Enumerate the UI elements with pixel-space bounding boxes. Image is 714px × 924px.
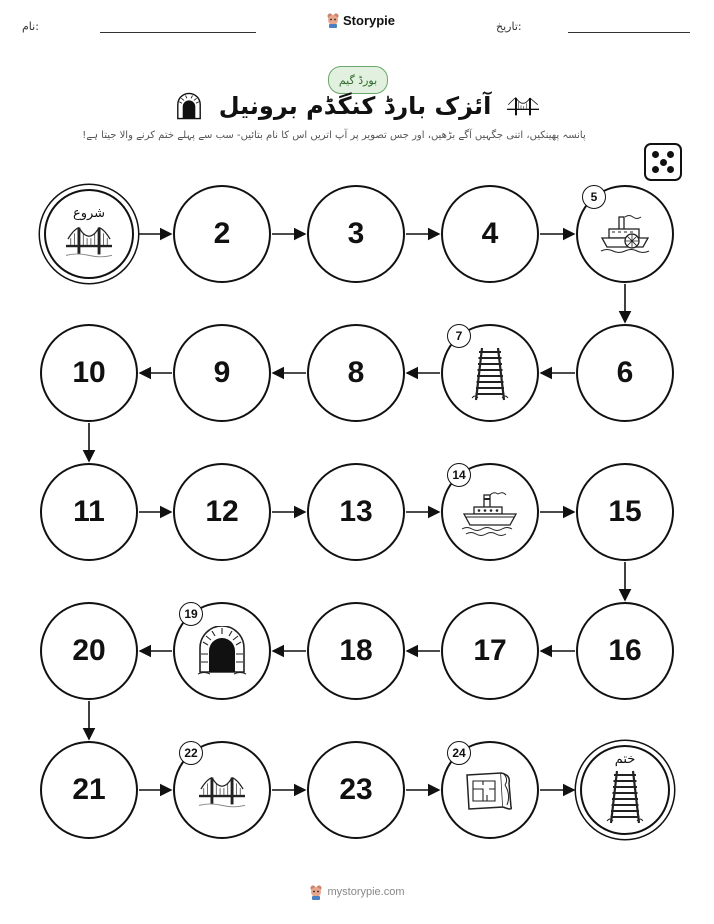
instructions: پانسہ پھینکیں، اتنی جگہیں آگے بڑھیں، اور جس تصویر پر آپ اتریں اس کا نام بتائیں- سب سے پہلے ختم کرنے والا جیتا ہے! [82, 130, 586, 141]
space-number: 20 [72, 634, 106, 667]
board-space-11[interactable] [40, 463, 138, 561]
start-label: شروع [72, 205, 106, 221]
space-number: 12 [205, 495, 239, 528]
name-label: نام: [22, 20, 39, 33]
brand-name: Storypie [343, 12, 396, 28]
space-number: 6 [616, 356, 634, 389]
space-number-badge: 14 [447, 463, 471, 487]
board-space-24[interactable] [441, 741, 539, 839]
space-number: 9 [213, 356, 231, 389]
board-space-13[interactable] [307, 463, 405, 561]
board-space-23[interactable] [307, 741, 405, 839]
start-space[interactable] [44, 189, 134, 279]
footer [0, 884, 714, 900]
board-space-21[interactable] [40, 741, 138, 839]
space-number: 21 [72, 773, 106, 806]
space-number: 8 [347, 356, 365, 389]
paddle-steamer-icon [599, 213, 651, 261]
board-space-10[interactable] [40, 324, 138, 422]
space-number: 13 [339, 495, 373, 528]
board-space-16[interactable] [576, 602, 674, 700]
steamship-icon [460, 489, 520, 541]
space-number-badge: 7 [447, 324, 471, 348]
space-number: 23 [339, 773, 373, 806]
board-space-9[interactable] [173, 324, 271, 422]
board-space-15[interactable] [576, 463, 674, 561]
space-number: 16 [608, 634, 642, 667]
finish-space[interactable] [580, 745, 670, 835]
space-number: 4 [481, 217, 499, 250]
space-number-badge: 22 [179, 741, 203, 765]
board-space-4[interactable] [441, 185, 539, 283]
board-space-22[interactable] [173, 741, 271, 839]
space-number: 2 [213, 217, 231, 250]
board-space-7[interactable] [441, 324, 539, 422]
storypie-logo-icon [309, 884, 323, 900]
finish-label: ختم [614, 751, 636, 767]
space-number-badge: 5 [582, 185, 606, 209]
space-number: 3 [347, 217, 365, 250]
board-space-20[interactable] [40, 602, 138, 700]
bridge-icon [66, 223, 112, 263]
page-title: آئزک بارڈ کنگڈم برونیل [218, 92, 492, 120]
board-space-2[interactable] [173, 185, 271, 283]
date-label: تاریخ: [496, 20, 522, 33]
board-space-19[interactable] [173, 602, 271, 700]
board-space-5[interactable] [576, 185, 674, 283]
space-number-badge: 24 [447, 741, 471, 765]
category-badge: بورڈ گیم [328, 66, 388, 94]
board-space-12[interactable] [173, 463, 271, 561]
blueprint-icon [463, 769, 517, 817]
board-space-18[interactable] [307, 602, 405, 700]
footer-url[interactable]: mystorypie.com [327, 886, 405, 898]
board-space-3[interactable] [307, 185, 405, 283]
railway-track-icon [605, 769, 645, 829]
board-space-17[interactable] [441, 602, 539, 700]
bridge-icon [199, 773, 245, 813]
space-number: 11 [73, 495, 105, 528]
board-space-6[interactable] [576, 324, 674, 422]
space-number: 18 [339, 634, 373, 667]
tunnel-icon [196, 626, 248, 682]
space-number: 10 [72, 356, 106, 389]
space-number: 17 [473, 634, 507, 667]
space-number: 15 [608, 495, 642, 528]
space-number-badge: 19 [179, 602, 203, 626]
board-space-14[interactable] [441, 463, 539, 561]
railway-track-icon [470, 346, 510, 406]
board-space-8[interactable] [307, 324, 405, 422]
